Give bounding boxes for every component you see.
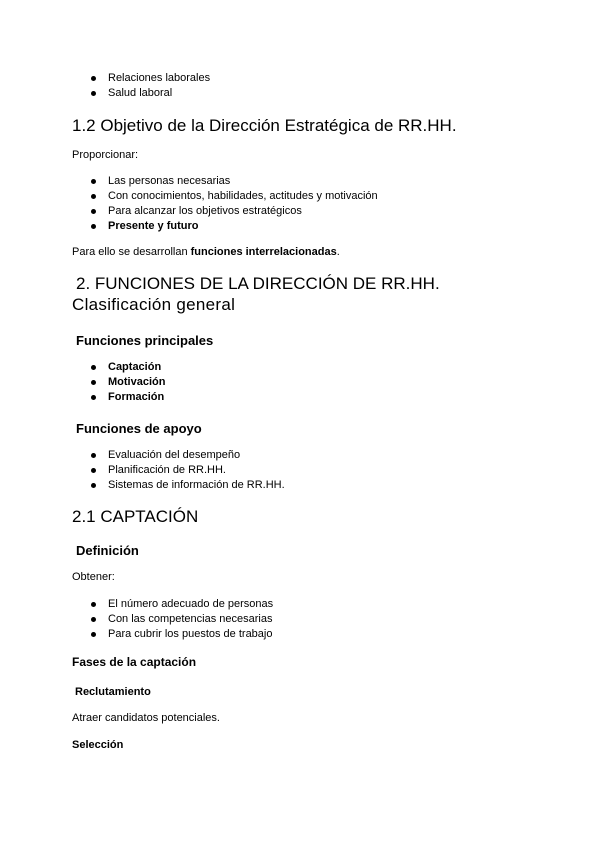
closing-text: Para ello se desarrollan: [72, 246, 191, 258]
section-heading-2-1: 2.1 CAPTACIÓN: [72, 507, 199, 526]
heading-line-2: Clasificación general: [72, 295, 236, 314]
closing-bold-text: funciones interrelacionadas: [190, 246, 337, 258]
list-item: Relaciones laborales: [72, 71, 560, 86]
list-item: Presente y futuro: [72, 219, 560, 234]
bullet-list-apoyo: [72, 448, 560, 493]
paragraph-obtener: Obtener:: [72, 571, 115, 583]
paragraph-reclutamiento: Atraer candidatos potenciales.: [72, 712, 220, 724]
closing-period: .: [336, 246, 340, 258]
section-heading-1-2: 1.2 Objetivo de la Dirección Estratégica de RR.HH.: [72, 116, 457, 135]
subheading-funciones-apoyo: Funciones de apoyo: [76, 421, 202, 436]
list-item: Formación: [72, 390, 560, 405]
list-item: Para cubrir los puestos de trabajo: [72, 627, 560, 642]
section-heading-2: [72, 273, 560, 315]
subheading-reclutamiento: Reclutamiento: [75, 686, 151, 698]
list-item: Evaluación del desempeño: [72, 448, 560, 463]
subheading-seleccion: Selección: [72, 739, 124, 751]
list-item: Sistemas de información de RR.HH.: [72, 478, 560, 493]
heading-line-1: 2. FUNCIONES DE LA DIRECCIÓN DE RR.HH.: [76, 274, 440, 293]
bullet-list-objetivo: [72, 174, 560, 234]
paragraph-closing: [72, 245, 560, 260]
paragraph-intro: Proporcionar:: [72, 149, 139, 161]
list-item: Salud laboral: [72, 86, 560, 101]
bullet-list-top: [72, 71, 560, 101]
subheading-definicion: Definición: [76, 543, 139, 558]
bullet-list-principales: [72, 360, 560, 405]
list-item: Las personas necesarias: [72, 174, 560, 189]
subheading-fases: Fases de la captación: [72, 655, 197, 669]
list-item: Captación: [72, 360, 560, 375]
bullet-list-definicion: [72, 597, 560, 642]
list-item: Planificación de RR.HH.: [72, 463, 560, 478]
list-item: Motivación: [72, 375, 560, 390]
list-item: Con conocimientos, habilidades, actitudes y motivación: [72, 189, 560, 204]
subheading-funciones-principales: Funciones principales: [76, 333, 214, 348]
list-item: Con las competencias necesarias: [72, 612, 560, 627]
list-item: El número adecuado de personas: [72, 597, 560, 612]
list-item: Para alcanzar los objetivos estratégicos: [72, 204, 560, 219]
